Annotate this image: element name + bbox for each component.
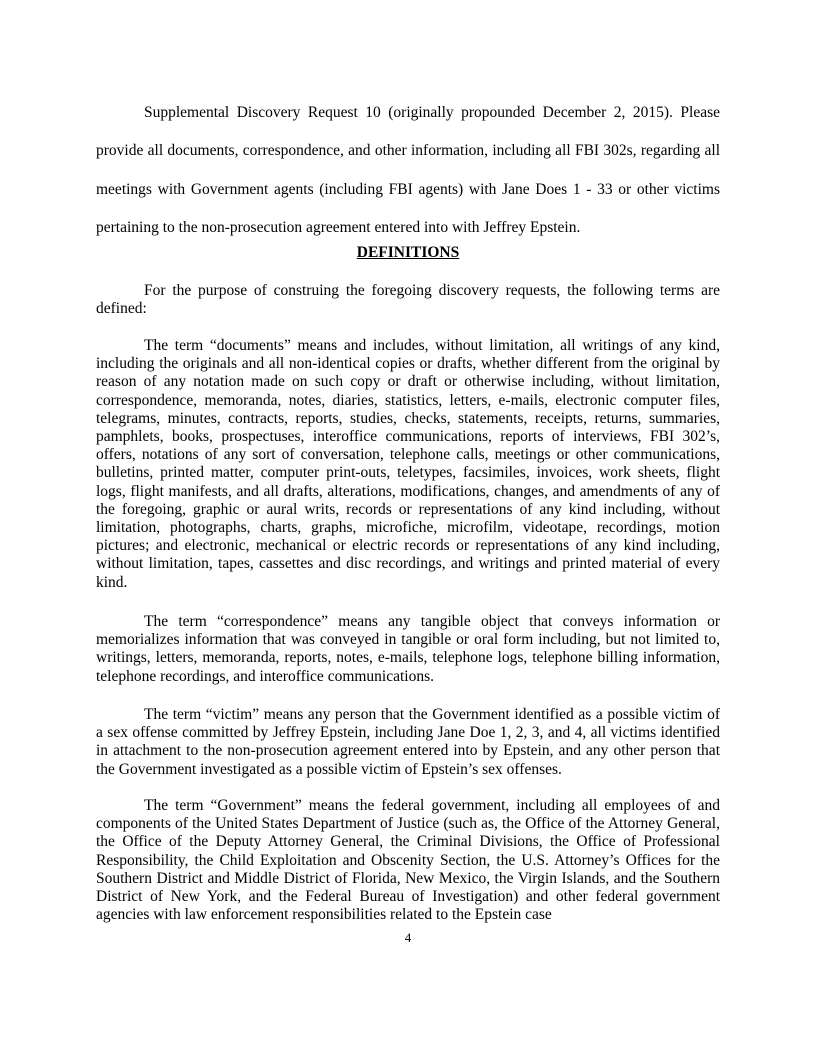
victim-definition: The term “victim” means any person that the Government identified as a possible victim of a sex offense committed by Jeffrey Epstein, including Jane Doe 1, 2, 3, and 4, all victims identified in attachment to the non-prosecution agreement entered into by Epstein, and any other person that the Government investigated as a possible victim of Epstein’s sex offenses. [96, 706, 720, 778]
document-page [96, 0, 720, 1056]
purpose-paragraph: For the purpose of construing the foregoing discovery requests, the following terms are defined: [96, 282, 720, 318]
correspondence-definition: The term “correspondence” means any tangible object that conveys information or memorializes information that was conveyed in tangible or oral form including, but not limited to, writings, letters, memoranda, reports, notes, e-mails, telephone logs, telephone billing information, telephone recordings, and interoffice communications. [96, 613, 720, 685]
documents-definition: The term “documents” means and includes, without limitation, all writings of any kind, including the originals and all non-identical copies or drafts, whether different from the original by reason of any notation made on such copy or draft or otherwise including, without limitation, correspondence, memoranda, notes, diaries, statistics, letters, e-mails, electronic computer files, telegrams, minutes, contracts, reports, studies, checks, statements, receipts, returns, summaries, pamphlets, books, prospectuses, interoffice communications, reports of interviews, FBI 302’s, offers, notations of any sort of conversation, telephone calls, meetings or other communications, bulletins, printed matter, computer print-outs, teletypes, facsimiles, invoices, work sheets, flight logs, flight manifests, and all drafts, alterations, modifications, changes, and amendments of any of the foregoing, graphic or aural writs, records or representations of any kind including, without limitation, photographs, charts, graphs, microfiche, microfilm, videotape, recordings, motion pictures; and electronic, mechanical or electric records or representations of any kind including, without limitation, tapes, cassettes and disc recordings, and writings and printed material of every kind. [96, 337, 720, 591]
government-definition: The term “Government” means the federal government, including all employees of and components of the United States Department of Justice (such as, the Office of the Attorney General, the Office of the Deputy Attorney General, the Criminal Divisions, the Office of Professional Responsibility, the Child Exploitation and Obscenity Section, the U.S. Attorney’s Offices for the Southern District and Middle District of Florida, New Mexico, the Virgin Islands, and the Southern District of New York, and the Federal Bureau of Investigation) and other federal government agencies with law enforcement responsibilities related to the Epstein case [96, 797, 720, 924]
request-paragraph: Supplemental Discovery Request 10 (originally propounded December 2, 2015). Please provide all documents, correspondence, and other information, including all FBI 302s, regarding all meetings with Government agents (including FBI agents) with Jane Does 1 - 33 or other victims pertaining to the non-prosecution agreement entered into with Jeffrey Epstein. [96, 104, 720, 236]
definitions-heading: DEFINITIONS [356, 244, 460, 261]
page-number: 4 [404, 930, 412, 945]
